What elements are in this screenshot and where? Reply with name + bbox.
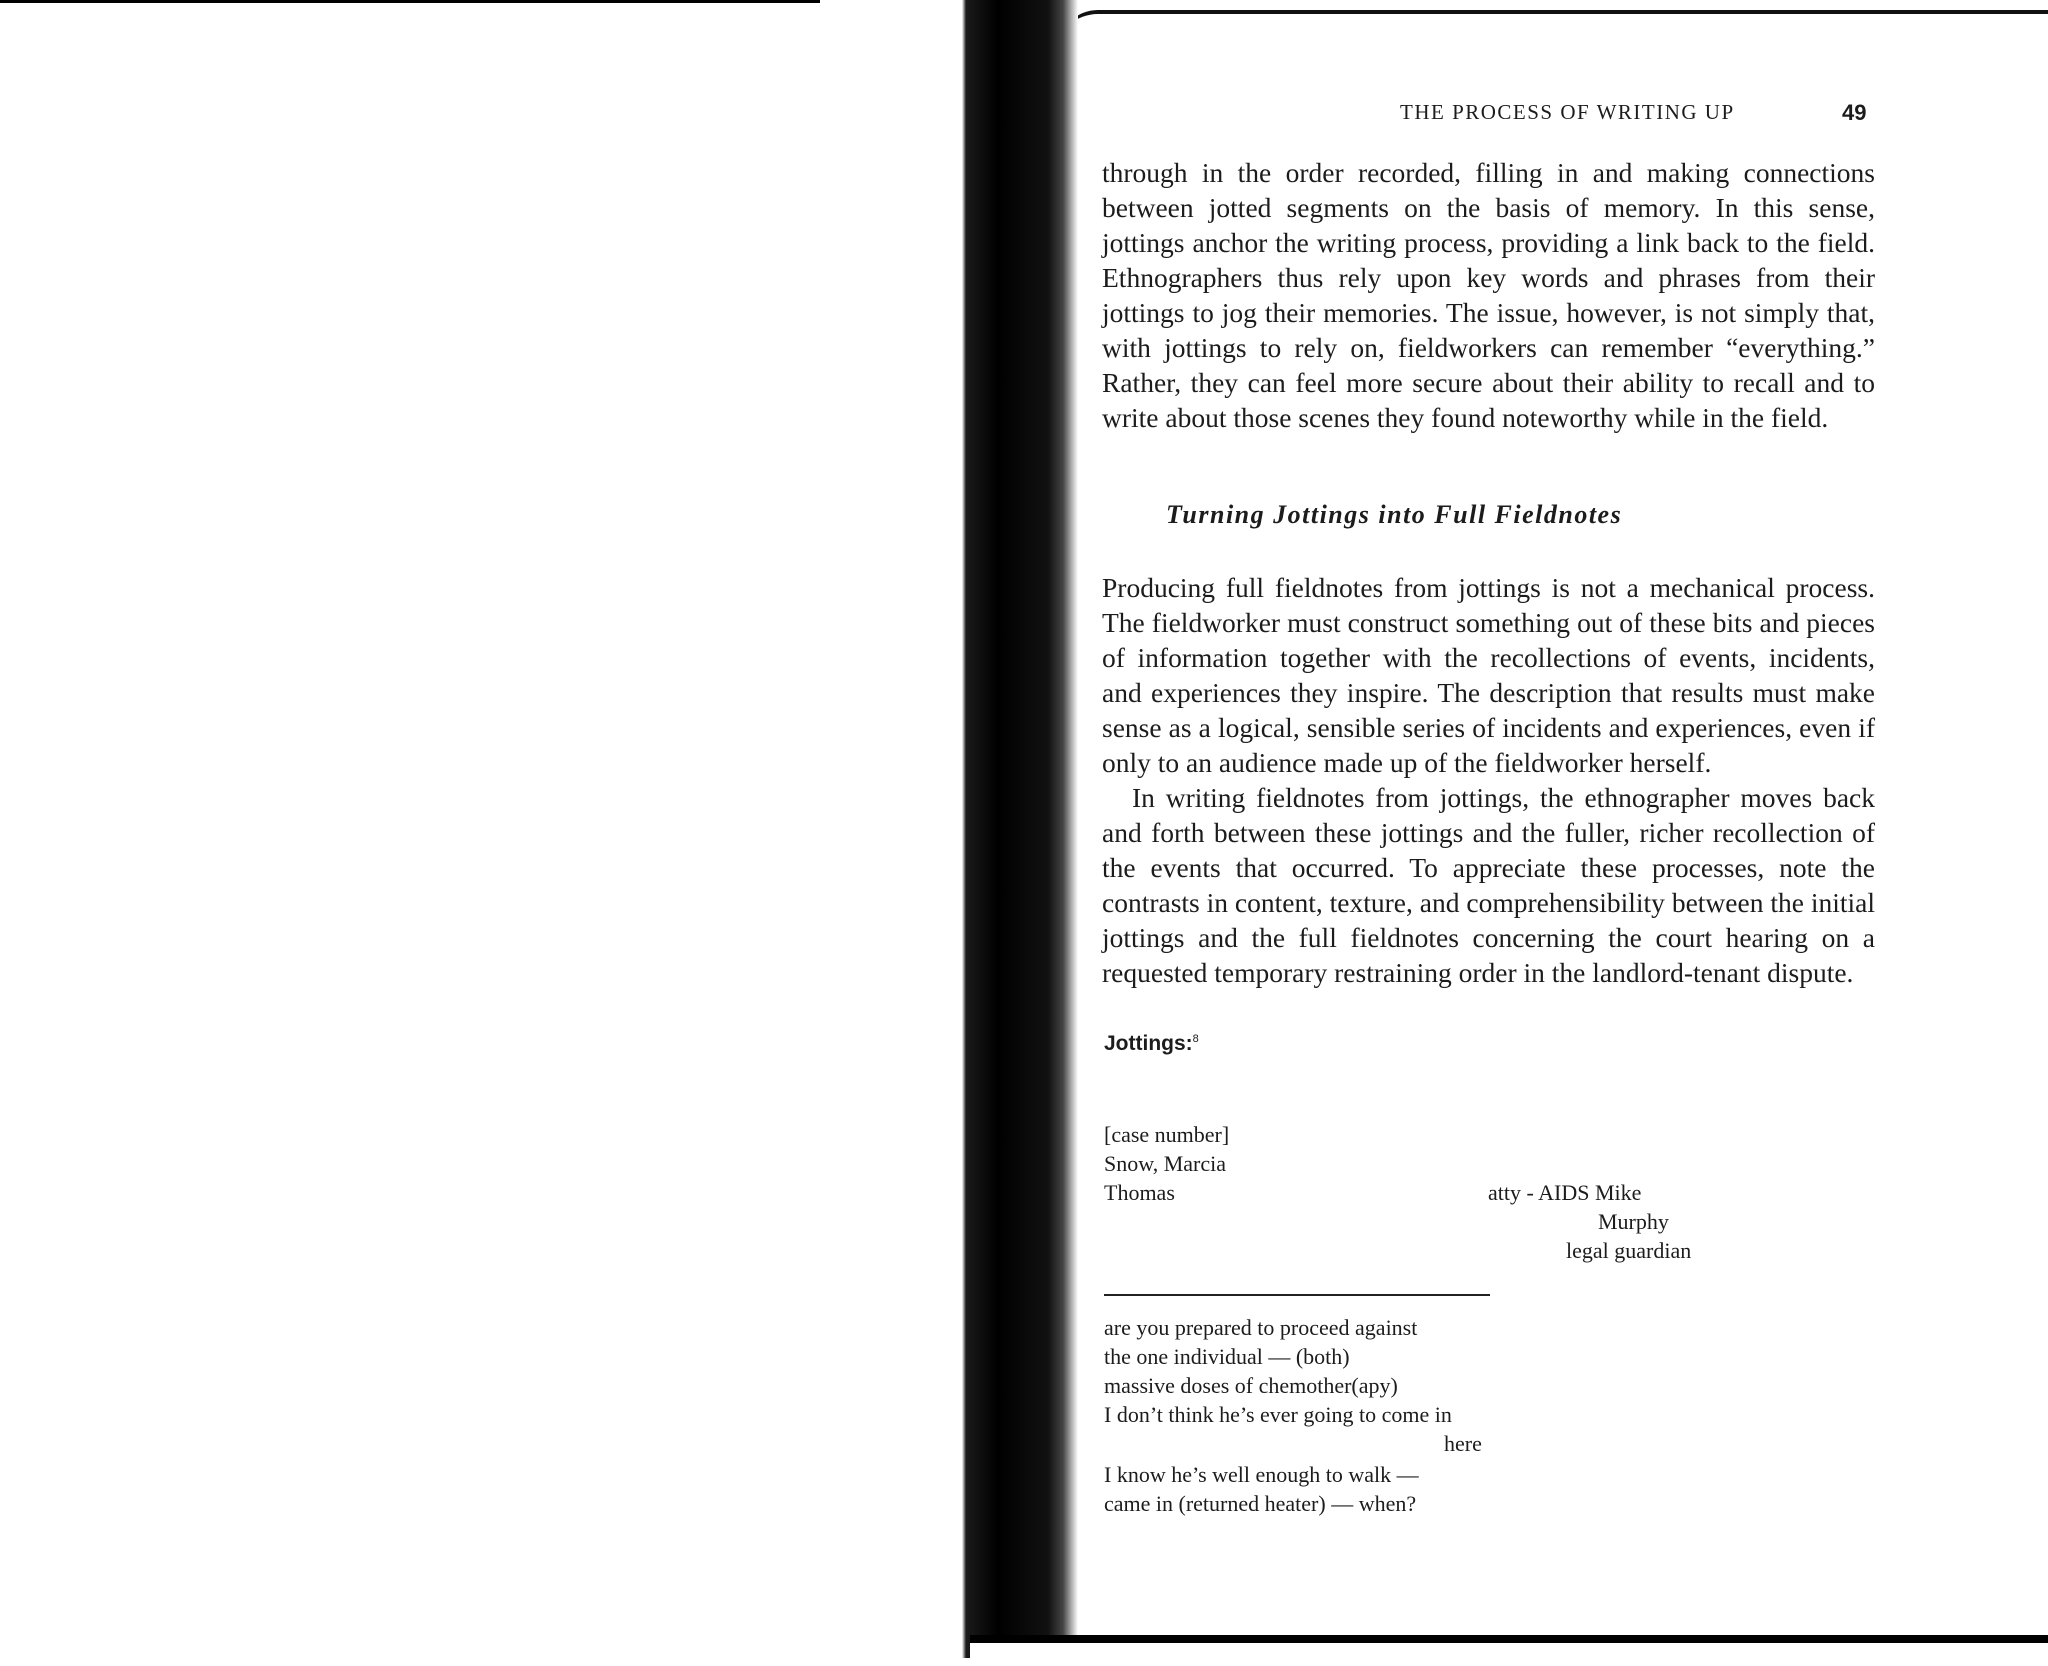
jotting-line: came in (returned heater) — when? [1104,1491,1417,1516]
jottings-label [1104,1032,1199,1056]
book-gutter [958,0,1078,1658]
divider-line [1104,1294,1490,1296]
jotting-line: I don’t think he’s ever going to come in [1104,1402,1452,1427]
jotting-line: the one individual — (both) [1104,1344,1350,1369]
jotting-case-number: [case number] [1104,1122,1230,1147]
paragraph: through in the order recorded, filling in and making connections between jotted segments on the basis of memory. In this sense, jottings anchor the writing process, providing a link back to the field. Ethnographers thus rely upon key words and phrases from their jottings to jog their memories. The issue, however, is not simply that, with jottings to rely on, fieldworkers can remember “everything.” Rather, they can feel more secure about their ability to recall and to write about those scenes they found noteworthy while in the field. [1102,157,1875,433]
jotting-line: here [1444,1431,1482,1456]
jotting-line: massive doses of chemother(apy) [1104,1373,1398,1398]
scan-edge [0,0,820,14]
footnote-marker: 8 [1192,1033,1199,1045]
jotting-attorney: atty - AIDS Mike [1488,1180,1642,1205]
page-bottom-edge [970,1635,2048,1666]
jotting-attorney-name: Murphy [1598,1209,1669,1234]
paragraph: In writing fieldnotes from jottings, the ethnographer moves back and forth between these jottings and the fuller, richer recollection of the events that occurred. To appreciate these processes, note the contrasts in content, texture, and comprehensibility between the initial jottings and the full fieldnotes concerning the court hearing on a requested temporary restraining order in the landlord-tenant dispute. [1102,782,1875,988]
running-head: THE PROCESS OF WRITING UP [1400,100,1735,124]
jotting-guardian: legal guardian [1566,1238,1692,1263]
paragraph: Producing full fieldnotes from jottings is not a mechanical process. The fieldworker must construct something out of these bits and pieces of information together with the recollections of events, incidents, and experiences they inspire. The description that results must make sense as a logical, sensible series of incidents and experiences, even if only to an audience made up of the fieldworker herself. [1102,572,1875,778]
jotting-line: I know he’s well enough to walk — [1104,1462,1419,1487]
jotting-name: Snow, Marcia [1104,1151,1226,1176]
left-page [0,0,964,1658]
jotting-line: are you prepared to proceed against [1104,1315,1418,1340]
jottings-label-text: Jottings: [1104,1032,1193,1055]
jotting-name: Thomas [1104,1180,1175,1205]
section-heading: Turning Jottings into Full Fieldnotes [1166,500,1623,529]
page-number: 49 [1842,100,1867,125]
